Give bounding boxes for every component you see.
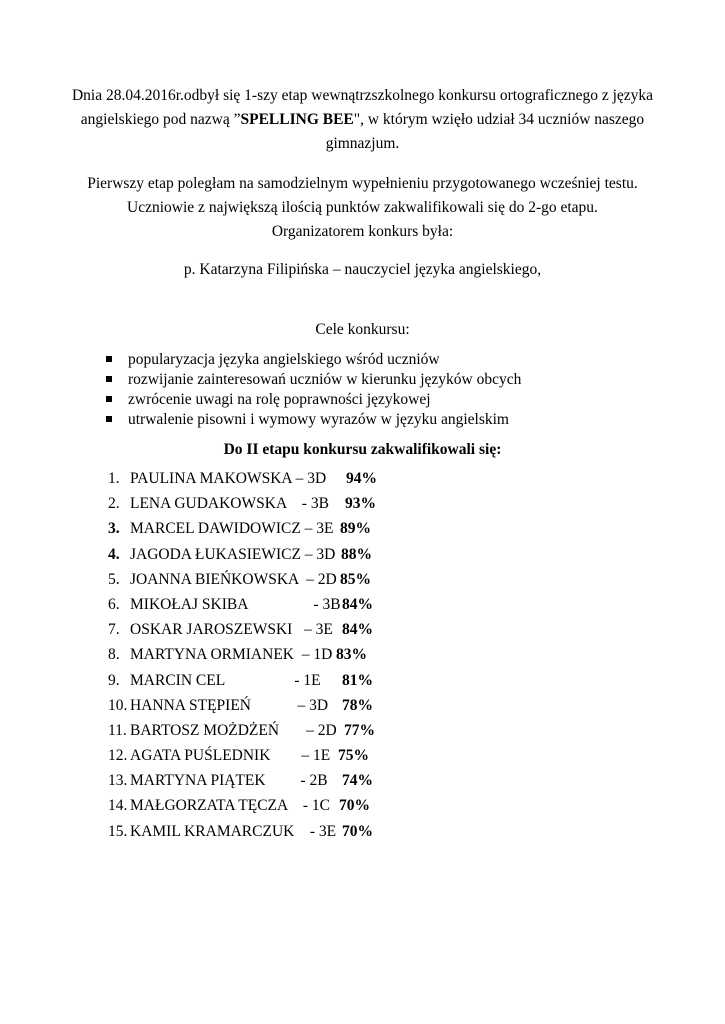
goal-text: utrwalenie pisowni i wymowy wyrazów w języku angielskim [128, 411, 509, 428]
item-number: 1. [108, 470, 120, 487]
score-percent: 83% [336, 646, 367, 664]
goal-item [106, 390, 521, 410]
contest-name: SPELLING BEE [240, 111, 354, 128]
item-number: 6. [108, 595, 120, 613]
list-item [108, 592, 508, 617]
list-item [108, 693, 508, 718]
score-percent: 70% [339, 797, 370, 815]
item-number: 10. [108, 696, 128, 714]
goal-text: popularyzacja języka angielskiego wśród uczniów [128, 351, 440, 368]
student-name-class: MIKOŁAJ SKIBA - 3B [130, 595, 341, 613]
list-item [108, 743, 508, 768]
score-percent: 81% [342, 671, 373, 689]
item-number: 9. [108, 671, 120, 689]
item-number: 2. [108, 495, 120, 513]
intro-paragraph [60, 84, 665, 156]
goal-item [106, 410, 521, 430]
qualified-list [108, 466, 508, 844]
list-item [108, 793, 508, 818]
score-percent: 94% [346, 470, 377, 487]
student-name-class: OSKAR JAROSZEWSKI – 3E [130, 621, 333, 639]
student-name-class: PAULINA MAKOWSKA – 3D [130, 470, 327, 487]
student-name-class: KAMIL KRAMARCZUK - 3E [130, 822, 337, 840]
list-item [108, 718, 508, 743]
item-number: 11. [108, 721, 127, 739]
item-number: 12. [108, 747, 128, 765]
stage-line-2: Uczniowie z największą ilością punktów zakwalifikowali się do 2-go etapu. [127, 199, 598, 216]
item-number: 5. [108, 570, 120, 588]
list-item [108, 617, 508, 642]
item-number: 13. [108, 772, 128, 790]
goals-list [106, 350, 521, 430]
organizer: p. Katarzyna Filipińska – nauczyciel języka angielskiego, [183, 261, 542, 278]
item-number: 7. [108, 621, 120, 639]
list-item [108, 542, 508, 567]
student-name-class: MAŁGORZATA TĘCZA - 1C [130, 797, 330, 815]
score-percent: 84% [342, 621, 373, 639]
intro-line-2-end: ", w którym wzięło udział 34 uczniów naszego [353, 111, 645, 128]
student-name-class: MARCIN CEL - 1E [130, 671, 321, 689]
square-bullet-icon [106, 416, 112, 422]
goal-item [106, 350, 521, 370]
score-percent: 70% [342, 822, 373, 840]
score-percent: 85% [340, 570, 371, 588]
list-item [108, 491, 508, 516]
item-number: 14. [108, 797, 128, 815]
score-percent: 88% [341, 545, 372, 563]
stage-line-1: Pierwszy etap poległam na samodzielnym wypełnieniu przygotowanego wcześniej testu. [87, 175, 638, 192]
list-item [108, 668, 508, 693]
score-percent: 75% [338, 747, 369, 765]
intro-line-2 [60, 108, 665, 132]
intro-line-1: Dnia 28.04.2016r.odbył się 1-szy etap wewnątrzszkolnego konkursu ortograficznego z języka [71, 87, 654, 104]
intro-line-3: gimnazjum. [325, 135, 400, 152]
student-name-class: MARTYNA PIĄTEK - 2B [130, 772, 328, 790]
goals-title: Cele konkursu: [315, 321, 410, 338]
list-item [108, 642, 508, 667]
score-percent: 74% [342, 772, 373, 790]
list-item [108, 516, 508, 541]
score-percent: 77% [344, 721, 375, 739]
list-item [108, 768, 508, 793]
square-bullet-icon [106, 356, 112, 362]
square-bullet-icon [106, 396, 112, 402]
student-name-class: LENA GUDAKOWSKA - 3B [130, 495, 329, 513]
intro-line-2-start: angielskiego pod nazwą ” [80, 111, 241, 128]
goal-text: rozwijanie zainteresowań uczniów w kierunku języków obcych [128, 371, 522, 388]
student-name-class: BARTOSZ MOŻDŻEŃ – 2D [130, 721, 337, 739]
item-number: 8. [108, 646, 120, 664]
qualified-title: Do II etapu konkursu zakwalifikowali się: [223, 441, 502, 458]
score-percent: 78% [342, 696, 373, 714]
list-item [108, 819, 508, 844]
student-name-class: JOANNA BIEŃKOWSKA – 2D [130, 570, 337, 588]
item-number: 4. [108, 545, 120, 563]
stage-paragraph [60, 172, 665, 244]
score-percent: 93% [345, 495, 376, 513]
item-number: 3. [108, 520, 120, 538]
square-bullet-icon [106, 376, 112, 382]
student-name-class: MARCEL DAWIDOWICZ – 3E [130, 520, 334, 538]
student-name-class: AGATA PUŚLEDNIK – 1E [130, 747, 331, 765]
student-name-class: JAGODA ŁUKASIEWICZ – 3D [130, 545, 336, 563]
goal-text: zwrócenie uwagi na rolę poprawności językowej [128, 391, 431, 408]
stage-line-3: Organizatorem konkurs była: [271, 223, 454, 240]
student-name-class: MARTYNA ORMIANEK – 1D [130, 646, 333, 664]
list-item [108, 466, 508, 491]
student-name-class: HANNA STĘPIEŃ – 3D [130, 696, 329, 714]
item-number: 15. [108, 822, 128, 840]
score-percent: 89% [340, 520, 371, 538]
goal-item [106, 370, 521, 390]
score-percent: 84% [342, 595, 373, 613]
list-item [108, 567, 508, 592]
